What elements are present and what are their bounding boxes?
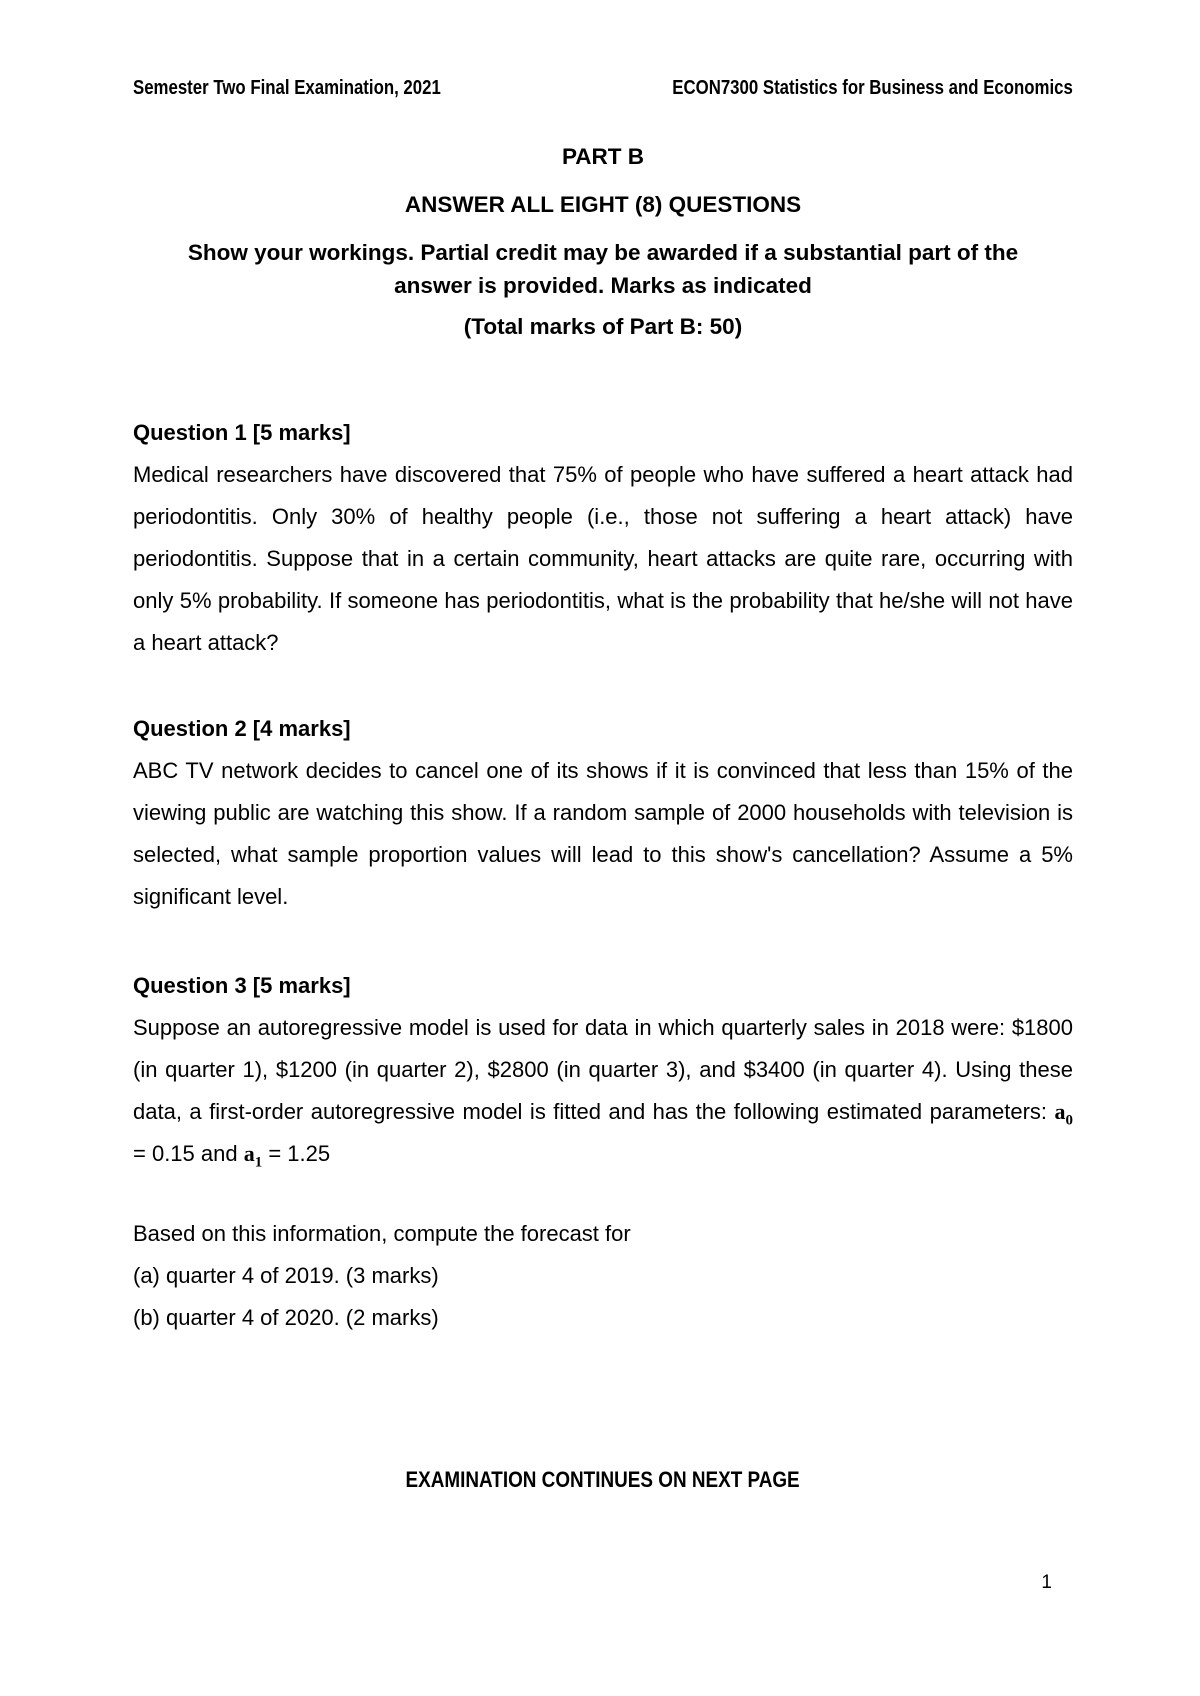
continuation-note [133,1467,1073,1493]
answer-all-heading: ANSWER ALL EIGHT (8) QUESTIONS [404,192,802,217]
question-3-part-b: (b) quarter 4 of 2020. (2 marks) [133,1305,439,1330]
math-a1 [243,1141,263,1171]
math-a0 [1054,1099,1073,1129]
question-1 [133,412,1073,664]
math-a1-var: a [243,1141,255,1166]
question-1-body: Medical researchers have discovered that 75% of people who have suffered a heart attack had periodontitis. Only 30% of healthy people (i.e., those not suffering a heart attack) have periodontitis. Suppose that in a certain community, heart attacks are quite rare, occurring with only 5% probability. If someone has periodontitis, what is the probability that he/she will not have a heart attack? [133,462,1073,655]
question-1-heading: Question 1 [5 marks] [133,420,351,445]
running-header [133,77,1073,99]
question-3 [133,965,1073,1339]
question-2-heading: Question 2 [4 marks] [133,716,351,741]
question-3-part-a: (a) quarter 4 of 2019. (3 marks) [133,1263,439,1288]
part-title: PART B [561,144,645,169]
question-2-body: ABC TV network decides to cancel one of its shows if it is convinced that less than 15% of the viewing public are watching this show. If a random sample of 2000 households with television is selected, what sample proportion values will lead to this show's cancellation? Assume a 5% significant level. [133,758,1073,909]
page-number: 1 [1041,1572,1052,1593]
math-a0-sub: 0 [1065,1112,1073,1129]
continuation-note-text: EXAMINATION CONTINUES ON NEXT PAGE [405,1467,801,1492]
question-3-body-text: Suppose an autoregressive model is used for data in which quarterly sales in 2018 were: $1800 (in quarter 1), $1200 (in quarter 2), $2800 (in quarter 3), and $3400 (in quarter 4). Using these data, a first-order autoregressive model is fitted and has the following estimated parameters: [133,1015,1073,1124]
math-a0-eq: = 0.15 [133,1141,195,1166]
math-a1-eq: = 1.25 [262,1141,331,1166]
math-conjunction: and [194,1141,244,1166]
header-course-title: ECON7300 Statistics for Business and Economics [672,77,1073,99]
math-a0-var: a [1054,1099,1066,1124]
question-2 [133,708,1073,918]
header-exam-title: Semester Two Final Examination, 2021 [133,77,441,99]
question-3-body [133,1007,1073,1175]
instruction-text: Show your workings. Partial credit may be awarded if a substantial part of the answer is provided. Marks as indicated [187,240,1019,298]
question-3-heading: Question 3 [5 marks] [133,973,351,998]
question-3-followup: Based on this information, compute the forecast for [133,1221,631,1246]
math-a1-sub: 1 [254,1154,263,1171]
total-marks: (Total marks of Part B: 50) [463,314,743,339]
